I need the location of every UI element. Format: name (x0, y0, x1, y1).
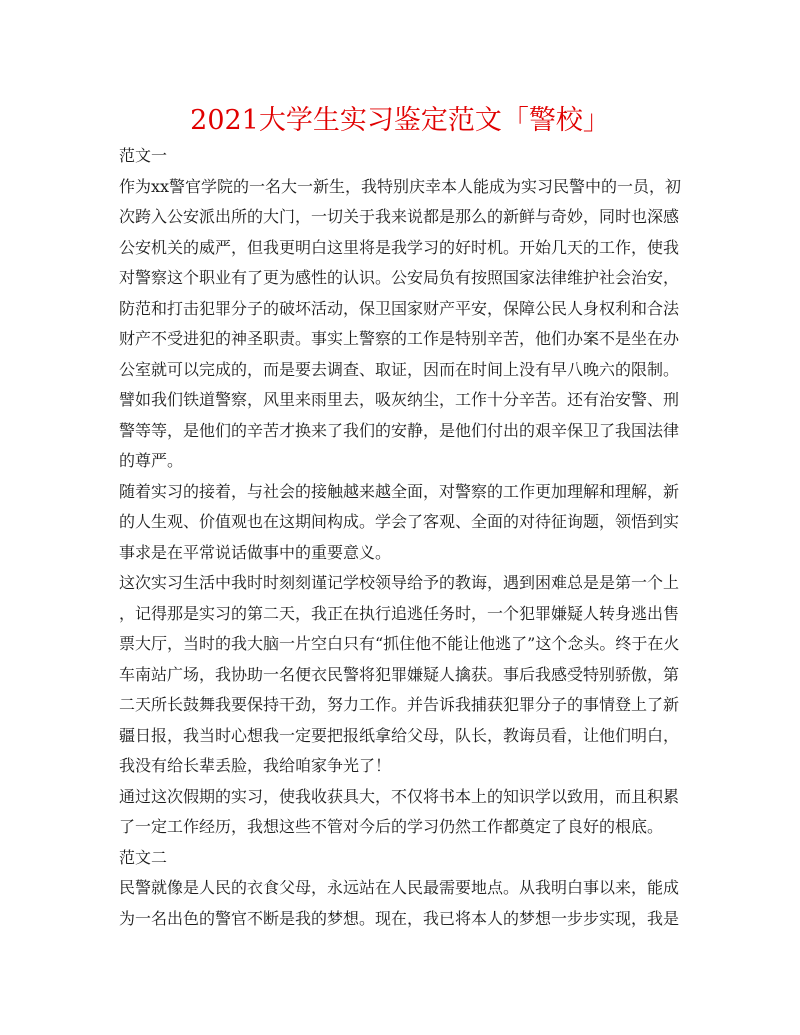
text-line: 警等等，是他们的辛苦才换来了我们的安静，是他们付出的艰辛保卫了我国法律 (119, 420, 680, 440)
text-line: 二天所长鼓舞我要保持干劲，努力工作。并告诉我捕获犯罪分子的事情登上了新 (119, 695, 680, 714)
text-line: 公室就可以完成的，而是要去调查、取证，因而在时间上没有早八晚六的限制。 (119, 359, 680, 379)
text-line: 我没有给长辈丢脸，我给咱家争光了！ (119, 756, 392, 775)
text-line: 这次实习生活中我时时刻刻谨记学校领导给予的教诲，遇到困难总是是第一个上 (119, 573, 680, 592)
text-line: 次跨入公安派出所的大门，一切关于我来说都是那么的新鲜与奇妙，同时也深感 (119, 207, 680, 226)
text-line: 疆日报，我当时心想我一定要把报纸拿给父母，队长，教诲员看，让他们明白， (119, 725, 680, 745)
text-line: 为一名出色的警官不断是我的梦想。现在，我已将本人的梦想一步步实现，我是 (119, 908, 680, 928)
text-line: 事求是在平常说话做事中的重要意义。 (119, 542, 392, 562)
text-line: 了一定工作经历，我想这些不管对今后的学习仍然工作都奠定了良好的根底。 (119, 817, 664, 836)
text-line: 公安机关的威严，但我更明白这里将是我学习的好时机。开始几天的工作，使我 (119, 237, 680, 257)
text-line: 的人生观、价值观也在这期间构成。学会了客观、全面的对待征询题，领悟到实 (119, 512, 680, 531)
text-line: 作为xx警官学院的一名大一新生，我特别庆幸本人能成为实习民警中的一员，初 (119, 176, 682, 196)
text-line: 财产不受进犯的神圣职责。事实上警察的工作是特别辛苦，他们办案不是坐在办 (119, 329, 680, 348)
text-line: ，记得那是实习的第二天，我正在执行追逃任务时，一个犯罪嫌疑人转身逃出售 (119, 603, 680, 623)
document-body (119, 141, 682, 934)
text-line: 民警就像是人民的衣食父母，永远站在人民最需要地点。从我明白事以来，能成 (119, 878, 680, 897)
text-line: 车南站广场，我协助一名便衣民警将犯罪嫌疑人擒获。事后我感受特别骄傲，第 (119, 664, 680, 684)
document-title: 2021大学生实习鉴定范文「警校」 (190, 105, 610, 136)
text-line: 譬如我们铁道警察，风里来雨里去，吸灰纳尘，工作十分辛苦。还有治安警、刑 (119, 390, 680, 409)
section-heading: 范文一 (119, 146, 168, 165)
text-line: 对警察这个职业有了更为感性的认识。公安局负有按照国家法律维护社会治安， (119, 268, 680, 287)
text-line: 防范和打击犯罪分子的破坏活动，保卫国家财产平安，保障公民人身权利和合法 (119, 298, 680, 318)
text-line: 随着实习的接着，与社会的接触越来越全面，对警察的工作更加理解和理解，新 (119, 481, 680, 501)
section-heading: 范文二 (119, 847, 168, 867)
text-line: 票大厅，当时的我大脑一片空白只有“抓住他不能让他逃了”这个念头。终于在火 (119, 634, 680, 653)
text-line: 的尊严。 (119, 451, 184, 470)
text-line: 通过这次假期的实习，使我收获具大，不仅将书本上的知识学以致用，而且积累 (119, 786, 680, 806)
